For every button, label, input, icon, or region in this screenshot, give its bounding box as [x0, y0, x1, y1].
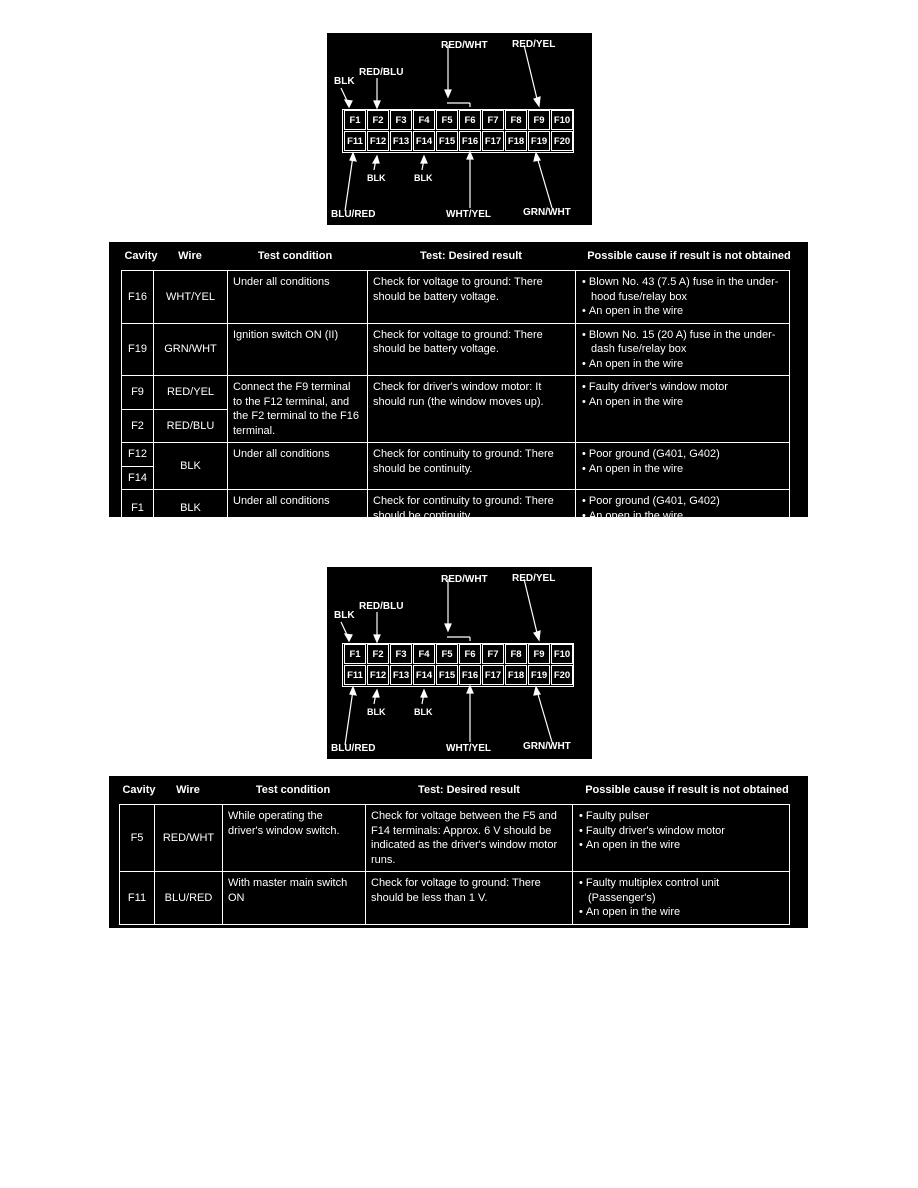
- pin-f8: F8: [505, 644, 527, 664]
- pin-f11: F11: [344, 131, 366, 151]
- pin-f16: F16: [459, 665, 481, 685]
- label-blu-red: BLU/RED: [331, 743, 376, 754]
- cavity-cell: F16: [122, 271, 154, 324]
- wire-cell: RED/BLU: [154, 409, 228, 443]
- header-desired-result: Test: Desired result: [418, 784, 520, 796]
- pin-f1: F1: [344, 110, 366, 130]
- table-row: [120, 872, 790, 925]
- condition-cell: While operating the driver's window switch.: [223, 805, 366, 872]
- cavity-cell: F11: [120, 872, 155, 925]
- condition-cell: Ignition switch ON (II): [228, 323, 368, 376]
- label-red-yel: RED/YEL: [512, 573, 556, 584]
- label-blk-top: BLK: [334, 76, 355, 87]
- condition-cell: With master main switch ON: [223, 872, 366, 925]
- pin-f19: F19: [528, 665, 550, 685]
- label-blk-f12: BLK: [367, 707, 386, 717]
- pin-f13: F13: [390, 665, 412, 685]
- table-row: [120, 805, 790, 872]
- cause-cell: [576, 490, 790, 528]
- table-row: [122, 490, 790, 528]
- header-cavity: Cavity: [122, 784, 156, 796]
- table-row: [122, 376, 790, 410]
- table-1-grid: [121, 270, 790, 528]
- condition-cell: Connect the F9 terminal to the F12 terminal, and the F2 terminal to the F16 terminal.: [228, 376, 368, 443]
- header-test-condition: Test condition: [255, 784, 331, 796]
- condition-cell: Under all conditions: [228, 271, 368, 324]
- wire-cell: GRN/WHT: [154, 323, 228, 376]
- wire-cell: WHT/YEL: [154, 271, 228, 324]
- result-cell: Check for continuity to ground: There should be continuity.: [368, 443, 576, 490]
- pin-f20: F20: [551, 131, 573, 151]
- connector-pin-block: [342, 643, 574, 687]
- pin-f20: F20: [551, 665, 573, 685]
- pin-f12: F12: [367, 665, 389, 685]
- pin-f2: F2: [367, 110, 389, 130]
- pin-f3: F3: [390, 110, 412, 130]
- cause-cell: [573, 872, 790, 925]
- result-cell: Check for voltage to ground: There should be battery voltage.: [368, 271, 576, 324]
- label-wht-yel: WHT/YEL: [446, 209, 491, 220]
- cause-cell: [576, 271, 790, 324]
- table-2-grid: [119, 804, 790, 925]
- cause-item: • Poor ground (G401, G402): [581, 494, 784, 509]
- wire-cell: BLU/RED: [155, 872, 223, 925]
- header-wire: Wire: [178, 250, 202, 262]
- cavity-cell: F5: [120, 805, 155, 872]
- label-red-wht: RED/WHT: [441, 40, 488, 51]
- label-blk-top: BLK: [334, 610, 355, 621]
- cause-cell: [576, 323, 790, 376]
- label-grn-wht: GRN/WHT: [523, 741, 571, 752]
- pin-f14: F14: [413, 665, 435, 685]
- label-grn-wht: GRN/WHT: [523, 207, 571, 218]
- cause-item: • An open in the wire: [581, 304, 784, 319]
- wire-cell: BLK: [154, 490, 228, 528]
- wire-cell: RED/WHT: [155, 805, 223, 872]
- pin-f12: F12: [367, 131, 389, 151]
- pin-f17: F17: [482, 665, 504, 685]
- pin-f5: F5: [436, 644, 458, 664]
- cavity-cell: F12: [122, 443, 154, 467]
- pin-f14: F14: [413, 131, 435, 151]
- label-red-yel: RED/YEL: [512, 39, 556, 50]
- pin-f9: F9: [528, 110, 550, 130]
- pin-f7: F7: [482, 644, 504, 664]
- result-cell: Check for driver's window motor: It should run (the window moves up).: [368, 376, 576, 443]
- cause-item: • Blown No. 15 (20 A) fuse in the under-dash fuse/relay box: [581, 328, 784, 357]
- pin-f17: F17: [482, 131, 504, 151]
- cavity-cell: F9: [122, 376, 154, 410]
- table-row: [122, 271, 790, 324]
- pin-f11: F11: [344, 665, 366, 685]
- label-blk-f14: BLK: [414, 173, 433, 183]
- pin-f19: F19: [528, 131, 550, 151]
- table-row: [122, 323, 790, 376]
- pin-f10: F10: [551, 110, 573, 130]
- cause-item: • Blown No. 43 (7.5 A) fuse in the under-hood fuse/relay box: [581, 275, 784, 304]
- cause-item: • Faulty pulser: [578, 809, 784, 824]
- label-blk-f14: BLK: [414, 707, 433, 717]
- cause-cell: [576, 376, 790, 443]
- wire-cell: BLK: [154, 443, 228, 490]
- condition-cell: Under all conditions: [228, 443, 368, 490]
- header-desired-result: Test: Desired result: [420, 250, 522, 262]
- cavity-cell: F14: [122, 466, 154, 490]
- pin-f1: F1: [344, 644, 366, 664]
- cause-item: • An open in the wire: [581, 462, 784, 477]
- header-possible-cause: Possible cause if result is not obtained: [587, 250, 791, 262]
- pin-f3: F3: [390, 644, 412, 664]
- pin-f4: F4: [413, 110, 435, 130]
- pin-f6: F6: [459, 644, 481, 664]
- connector-diagram-1: [327, 33, 592, 225]
- wire-cell: RED/YEL: [154, 376, 228, 410]
- pin-f18: F18: [505, 665, 527, 685]
- cause-item: • Faulty driver's window motor: [578, 824, 784, 839]
- cause-item: • An open in the wire: [578, 838, 784, 853]
- connector-diagram-2: [327, 567, 592, 759]
- condition-cell: Under all conditions: [228, 490, 368, 528]
- cause-item: • Faulty driver's window motor: [581, 380, 784, 395]
- table-row: [122, 443, 790, 467]
- result-cell: Check for voltage between the F5 and F14 terminals: Approx. 6 V should be indicated as the driver's window motor runs.: [366, 805, 573, 872]
- result-cell: Check for voltage to ground: There should be battery voltage.: [368, 323, 576, 376]
- pin-f16: F16: [459, 131, 481, 151]
- label-red-blu: RED/BLU: [359, 67, 404, 78]
- header-wire: Wire: [176, 784, 200, 796]
- test-table-2: [109, 776, 808, 928]
- pin-f6: F6: [459, 110, 481, 130]
- pin-f18: F18: [505, 131, 527, 151]
- result-cell: Check for continuity to ground: There should be continuity.: [368, 490, 576, 528]
- pin-f4: F4: [413, 644, 435, 664]
- connector-pin-block: [342, 109, 574, 153]
- label-red-wht: RED/WHT: [441, 574, 488, 585]
- cause-cell: [576, 443, 790, 490]
- pin-f7: F7: [482, 110, 504, 130]
- cause-cell: [573, 805, 790, 872]
- pin-f5: F5: [436, 110, 458, 130]
- cause-item: • An open in the wire: [578, 905, 784, 920]
- header-test-condition: Test condition: [257, 250, 333, 262]
- cause-item: • Poor ground (G401, G402): [581, 447, 784, 462]
- pin-f15: F15: [436, 665, 458, 685]
- header-possible-cause: Possible cause if result is not obtained: [585, 784, 789, 796]
- test-table-1: [109, 242, 808, 522]
- cause-item: • An open in the wire: [581, 509, 784, 524]
- label-red-blu: RED/BLU: [359, 601, 404, 612]
- pin-f2: F2: [367, 644, 389, 664]
- cavity-cell: F1: [122, 490, 154, 528]
- pin-f10: F10: [551, 644, 573, 664]
- header-cavity: Cavity: [124, 250, 158, 262]
- result-cell: Check for voltage to ground: There should be less than 1 V.: [366, 872, 573, 925]
- pin-f15: F15: [436, 131, 458, 151]
- pin-f13: F13: [390, 131, 412, 151]
- cavity-cell: F19: [122, 323, 154, 376]
- label-blk-f12: BLK: [367, 173, 386, 183]
- pin-f9: F9: [528, 644, 550, 664]
- label-blu-red: BLU/RED: [331, 209, 376, 220]
- cavity-cell: F2: [122, 409, 154, 443]
- label-wht-yel: WHT/YEL: [446, 743, 491, 754]
- pin-f8: F8: [505, 110, 527, 130]
- cause-item: • Faulty multiplex control unit (Passenger's): [578, 876, 784, 905]
- cause-item: • An open in the wire: [581, 357, 784, 372]
- cause-item: • An open in the wire: [581, 395, 784, 410]
